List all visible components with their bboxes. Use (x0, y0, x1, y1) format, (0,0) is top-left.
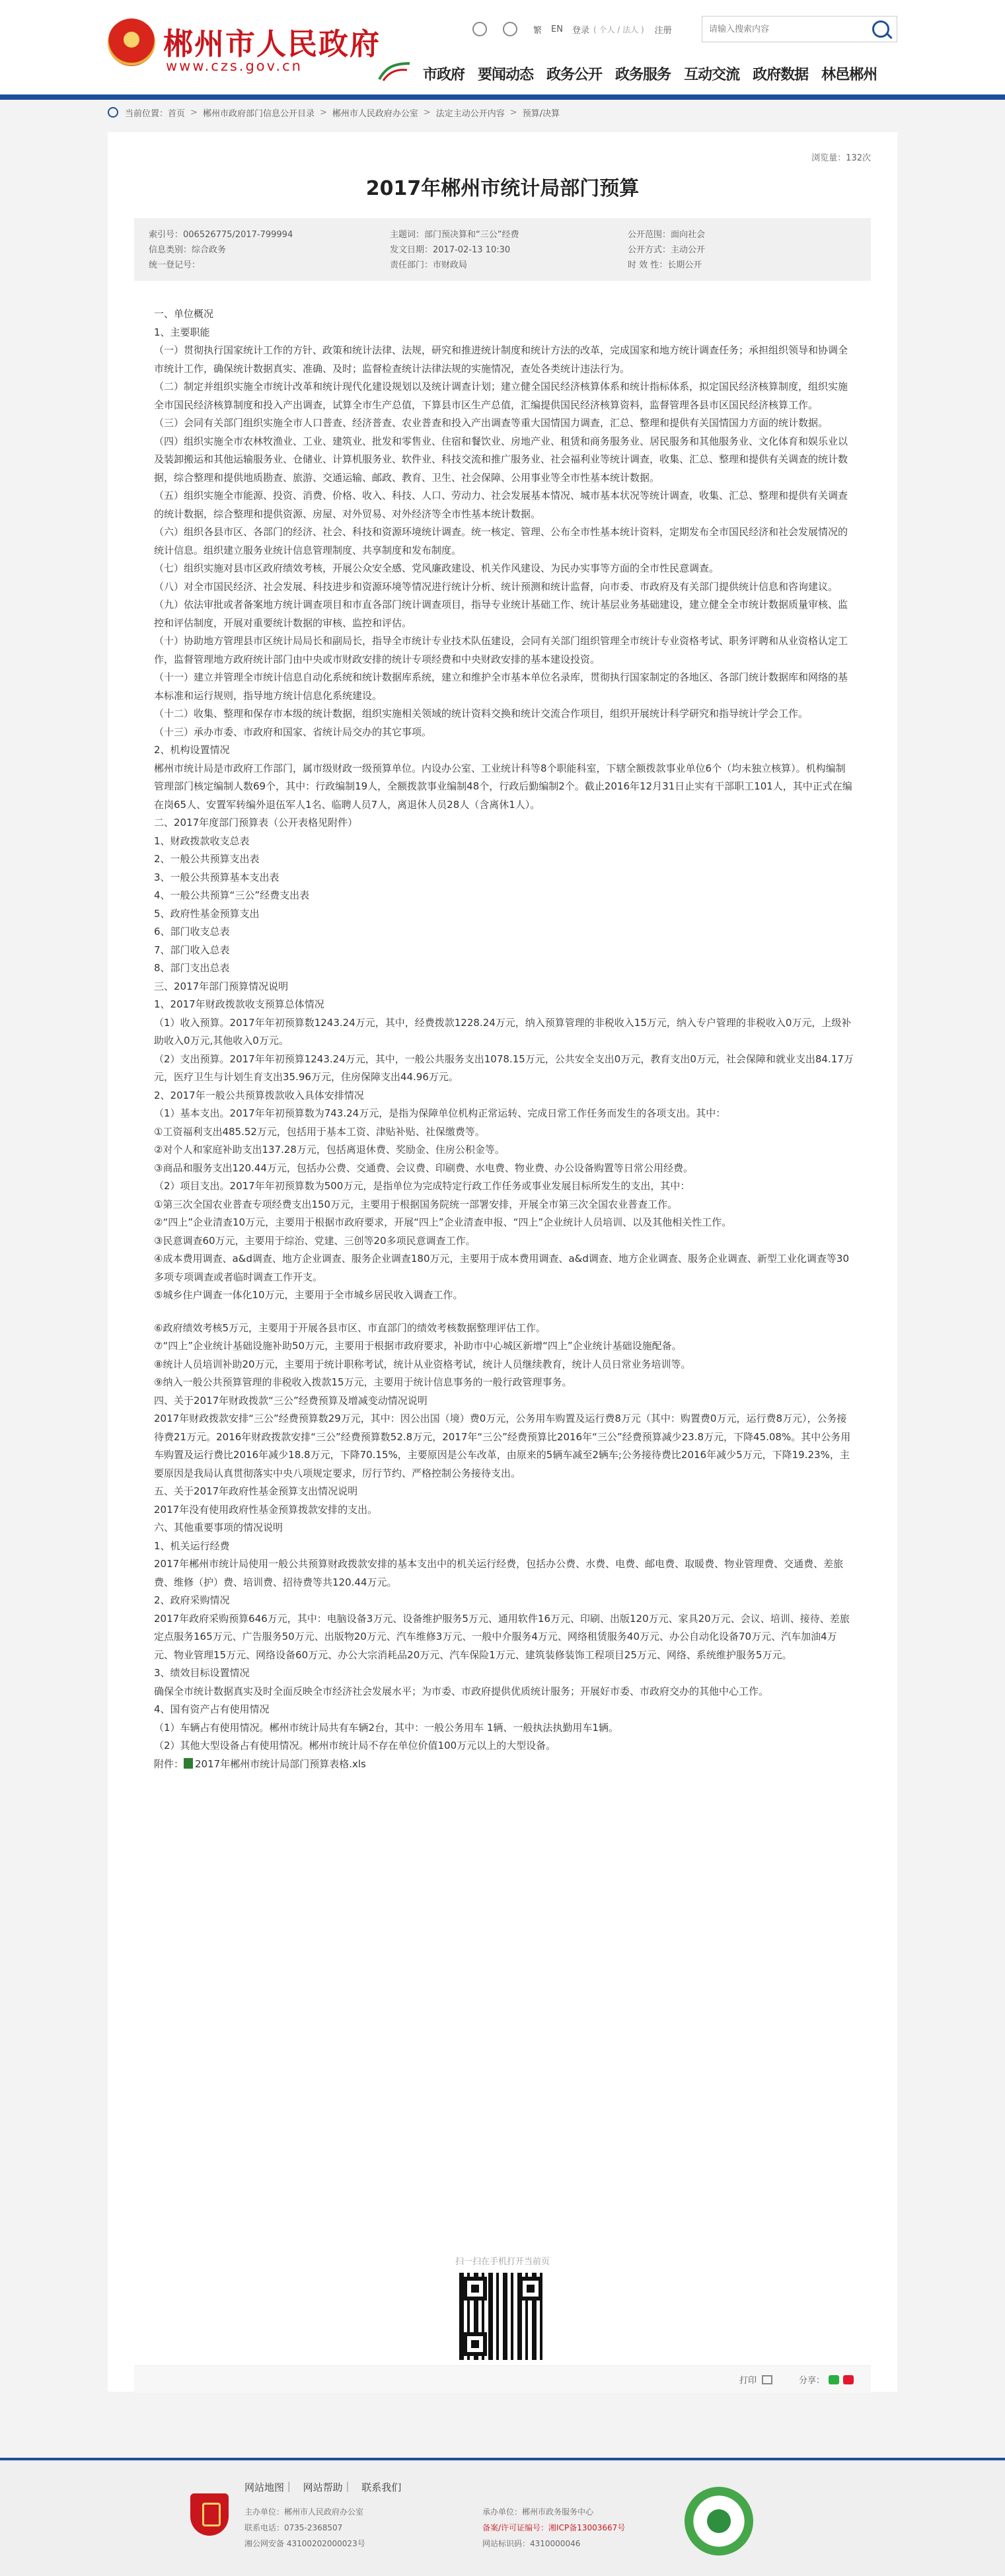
breadcrumb-item[interactable]: 预算/决算 (522, 108, 560, 119)
nav-item-government[interactable]: 市政府 (423, 66, 465, 83)
footer-organizer: 承办单位：郴州市政务服务中心 (482, 2507, 594, 2517)
footer-site-code: 网站标识码：4310000046 (482, 2539, 581, 2548)
paragraph: （四）组织实施全市农林牧渔业、工业、建筑业、批发和零售业、住宿和餐饮业、房地产业、租赁和商务服务业、居民服务和其他服务业、文化体育和娱乐业以及装卸搬运和其他运输服务业、仓储业、计算机服务业、软件业、科技交流和推广服务业、社会福利业等统计调查，收集、汇总、整理和提供有关调查的统计数据，综合整理和提供地质勘查、旅游、交通运输、邮政、教育、卫生、社会保障、公用事业等全市性基本统计数据。 (154, 435, 848, 484)
attachment (154, 1755, 854, 1774)
attachment-label: 附件： (154, 1757, 184, 1770)
nav-item-services[interactable]: 政务服务 (615, 66, 671, 83)
section-heading: 四、关于2017年财政拨款“三公”经费预算及增减变动情况说明 (154, 1394, 428, 1407)
paragraph: （十三）承办市委、市政府和国家、省统计局交办的其它事项。 (154, 725, 432, 738)
subsection-heading: 1、2017年财政拨款收支预算总体情况 (154, 998, 324, 1010)
english-link[interactable]: EN (551, 24, 563, 34)
qr-finder-mark (519, 2277, 542, 2300)
paragraph: 2017年财政拨款安排“三公”经费预算数29万元，其中：因公出国（境）费0万元，公务用车购置及运行费8万元（其中：购置费0万元，运行费8万元），公务接待费21万元。2016年财政拨款安排“三公”经费预算数52.8万元，2017年“三公”经费预算比2016年“三公”经费预算减少23.8万元，下降45.08%。其中公务用车购置及运行费比2016年减少18.8万元，下降70.15%，主要原因是公车改革，由原来的5辆车减至2辆车;公务接待费比2016年减少5万元，下降19.23%，主要原因是我局认真贯彻落实中央八项规定要求，厉行节约、严格控制公务接待支出。 (154, 1413, 851, 1479)
list-item: 1、财政拨款收支总表 (154, 834, 250, 847)
meta-row (149, 241, 856, 256)
main-nav (423, 61, 890, 86)
list-item: ③民意调查60万元，主要用于综治、党建、三创等20多项民意调查工作。 (154, 1234, 476, 1247)
top-toolbar (472, 17, 681, 41)
site-url: www.czs.gov.cn (166, 58, 303, 74)
paragraph: （2）项目支出。2017年年初预算数为500万元，是指单位为完成特定行政工作任务或事业发展目标所发生的支出，其中： (154, 1180, 690, 1192)
share-label: 分享： (798, 2376, 825, 2386)
nav-item-interaction[interactable]: 互动交流 (684, 66, 740, 83)
paragraph: （六）组织各县市区、各部门的经济、社会、科技和资源环境统计调查。统一核定、管理、公布全市性基本统计资料，定期发布全市国民经济和社会发展情况的统计信息。组织建立服务业统计信息管理制度、共享制度和发布制度。 (154, 526, 848, 556)
search-input[interactable] (702, 17, 868, 42)
list-item: 7、部门收入总表 (154, 943, 230, 956)
section-heading: 一、单位概况 (154, 308, 214, 320)
footer-separator: | (342, 2480, 353, 2492)
elderly-mode-icon[interactable] (503, 22, 517, 36)
article-meta (134, 218, 871, 281)
footer-info-row (244, 2520, 720, 2536)
list-item: ②对个人和家庭补助支出137.28万元，包括离退休费、奖励金、住房公积金等。 (154, 1144, 505, 1156)
breadcrumb-separator: > (190, 107, 198, 118)
accessibility-icon[interactable] (472, 22, 487, 36)
search-box (702, 16, 897, 42)
list-item: ⑧统计人员培训补助20万元，主要用于统计职称考试，统计从业资格考试，统计人员继续教育，统计人员日常业务培训等。 (154, 1358, 691, 1370)
paragraph: （十）协助地方管理县市区统计局局长和副局长，指导全市统计专业技术队伍建设，会同有关部门组织管理全市统计专业资格考试、职务评聘和从业资格认定工作，监督管理地方政府统计部门由中央或市财政安排的统计专项经费和中央财政安排的基本建设投资。 (154, 635, 848, 665)
list-item: ③商品和服务支出120.44万元，包括办公费、交通费、会议费、印刷费、水电费、物业费、办公设备购置等日常公用经费。 (154, 1161, 693, 1174)
breadcrumb-item[interactable]: 郴州市政府部门信息公开目录 (202, 108, 315, 119)
paragraph: （2）其他大型设备占有使用情况。郴州市统计局不存在单位价值100万元以上的大型设备。 (154, 1740, 556, 1751)
paragraph: 2017年政府采购预算646万元，其中：电脑设备3万元、设备维护服务5万元、通用软件16万元、印刷、出版120万元、家具20万元、会议、培训、接待、差旅定点服务165万元、广告服务50万元、出版物20万元、汽车维修3万元、一般中介服务4万元、网络租赁服务40万元、办公自动化设备70万元、汽车加油4万元、物业管理15万元、网络设备60万元、办公大宗消耗品20万元、汽车保险1万元、建筑装修装饰工程项目25万元、网络、系统维护服务5万元。 (154, 1612, 850, 1661)
paragraph: 2017年郴州市统计局使用一般公共预算财政拨款安排的基本支出中的机关运行经费，包括办公费、水费、电费、邮电费、取暖费、物业管理费、交通费、差旅费、维修（护）费、培训费、招待费等共120.44万元。 (154, 1558, 844, 1588)
list-item: ⑤城乡住户调查一体化10万元，主要用于全市城乡居民收入调查工作。 (154, 1289, 463, 1301)
meta-index-number: 索引号：006526775/2017-799994 (149, 230, 293, 240)
wechat-share-icon[interactable] (829, 2375, 839, 2384)
section-heading: 三、2017年部门预算情况说明 (154, 980, 289, 992)
share-bar (134, 2365, 871, 2393)
paragraph: （一）贯彻执行国家统计工作的方针、政策和统计法律、法规，研究和推进统计制度和统计方法的改革，完成国家和地方统计调查任务；承担组织领导和协调全市统计工作，确保统计数据真实、准确、及时；监督检查统计法律法规的实施情况，查处各类统计违法行为。 (154, 344, 848, 375)
location-icon (108, 107, 118, 118)
subsection-heading: 2、2017年一般公共预算拨款收入具体安排情况 (154, 1089, 364, 1101)
subsection-heading: 2、机构设置情况 (154, 744, 230, 756)
list-item: ①第三次全国农业普查专项经费支出150万元，主要用于根据国务院统一部署安排，开展全市第三次全国农业普查工作。 (154, 1198, 678, 1210)
footer-info-row (244, 2504, 720, 2520)
meta-validity: 时 效 性：长期公开 (628, 260, 702, 270)
list-item: 5、政府性基金预算支出 (154, 907, 260, 920)
meta-open-mode: 公开方式：主动公开 (628, 245, 706, 255)
nav-item-open-affairs[interactable]: 政务公开 (546, 66, 603, 83)
footer-icp[interactable]: 备案/许可证编号：湘ICP备13003667号 (482, 2523, 626, 2532)
paragraph: （三）会同有关部门组织实施全市人口普查、经济普查、农业普查和投入产出调查等重大国情国力调查，汇总、整理和提供有关国情国力方面的统计数据。 (154, 417, 829, 429)
footer-separator: | (284, 2480, 294, 2492)
breadcrumb-separator: > (319, 107, 327, 118)
list-item: ⑦“四上”企业统计基础设施补助50万元，主要用于根据市政府要求，补助市中心城区新增“四上”企业统计基础设施配备。 (154, 1340, 682, 1352)
list-item: ②“四上”企业清查10万元，主要用于根据市政府要求，开展“四上”企业清查申报、“四上”企业统计人员培训、以及其他相关性工作。 (154, 1216, 732, 1228)
site-name: 郴州市人民政府 (163, 26, 381, 61)
login-link[interactable]: 登录 (572, 25, 589, 36)
meta-scope: 公开范围：面向社会 (628, 230, 706, 240)
subsection-heading: 2、政府采购情况 (154, 1594, 230, 1606)
paragraph: （九）依法审批或者备案地方统计调查项目和市直各部门统计调查项目，指导专业统计基础工作、统计基层业务基础建设，建立健全全市统计数据质量审核、监控和评估制度，开展对重要统计数据的审核、监控和评估。 (154, 599, 848, 629)
paragraph: （五）组织实施全市能源、投资、消费、价格、收入、科技、人口、劳动力、社会发展基本情况、城市基本状况等统计调查，收集、汇总、整理和提供有关调查的统计数据，综合整理和提供资源、房屋、对外贸易、对外经济等全市性基本统计数据。 (154, 490, 848, 520)
excel-file-icon (184, 1758, 193, 1769)
list-item: ⑥政府绩效考核5万元，主要用于开展各县市区、市直部门的绩效考核数据整理评估工作。 (154, 1321, 546, 1334)
list-item: 4、一般公共预算“三公”经费支出表 (154, 889, 310, 901)
paragraph: （七）组织实施对县市区政府绩效考核，开展公众安全感、党风廉政建设、机关作风建设、为民办实事等方面的全市性民意调查。 (154, 562, 720, 574)
footer-info-row (244, 2536, 720, 2552)
meta-category: 信息类别：综合政务 (149, 245, 227, 255)
paragraph: 2017年没有使用政府性基金预算拨款安排的支出。 (154, 1503, 378, 1516)
national-emblem-icon (108, 18, 155, 66)
party-government-badge-icon[interactable] (190, 2493, 229, 2536)
meta-row (149, 226, 856, 241)
list-item: ①工资福利支出485.52万元，包括用于基本工资、津贴补贴、社保缴费等。 (154, 1125, 485, 1138)
paragraph: 郴州市统计局是市政府工作部门，属市级财政一级预算单位。内设办公室、工业统计科等8个职能科室，下辖全额拨款事业单位6个（均未独立核算）。机构编制管理部门核定编制人数69个，其中：行政编制19人，全额拨款事业编制48个，行政后勤编制2个。截止2016年12月31日止实有干部职工101人，其中正式在编在岗65人、安置军转编外退伍军人1名、临聘人员7人，离退休人员28人（含离休1人）。 (154, 762, 852, 811)
site-footer (0, 2458, 1005, 2576)
footer-phone: 联系电话：0735-2368507 (244, 2523, 343, 2532)
meta-subject: 主题词：部门预决算和“三公”经费 (390, 230, 519, 240)
paragraph: （八）对全市国民经济、社会发展、科技进步和资源环境等情况进行统计分析、统计预测和统计监督，向市委、市政府及有关部门提供统计信息和咨询建议。 (154, 580, 838, 593)
footer-links (244, 2480, 401, 2494)
breadcrumb (108, 103, 560, 122)
register-link[interactable]: 注册 (654, 25, 672, 36)
section-heading: 六、其他重要事项的情况说明 (154, 1522, 283, 1533)
footer-link-sitemap[interactable]: 网站地图 (244, 2482, 285, 2493)
meta-registration-number: 统一登记号： (149, 260, 201, 270)
view-count: 浏览量：132次 (811, 153, 871, 163)
breadcrumb-prefix: 当前位置： (125, 108, 168, 119)
header-divider (0, 94, 1005, 100)
paragraph: （二）制定并组织实施全市统计改革和统计现代化建设规划以及统计调查计划；建立健全国民经济核算体系和统计指标体系，拟定国民经济核算制度，组织实施全市国民经济核算制度和投入产出调查，试算全市生产总值，下算县市区生产总值，汇编提供国民经济核算资料，监督管理各县市区国民经济核算工作。 (154, 381, 848, 411)
footer-link-contact[interactable]: 联系我们 (361, 2482, 402, 2493)
paragraph: （1）车辆占有使用情况。郴州市统计局共有车辆2台，其中：一般公务用车 1辆、一般执法执勤用车1辆。 (154, 1721, 618, 1734)
weibo-share-icon[interactable] (843, 2375, 854, 2384)
gov-website-check-badge-icon[interactable] (685, 2487, 753, 2556)
search-icon[interactable] (872, 20, 889, 38)
qr-code-icon (459, 2273, 546, 2360)
subsection-heading: 1、机关运行经费 (154, 1539, 230, 1552)
nav-decoration-icon (377, 61, 412, 82)
article-card (108, 132, 897, 2392)
paragraph: （十一）建立并管理全市统计信息自动化系统和统计数据库系统，建立和维护全市基本单位名录库，贯彻执行国家制定的各地区、各部门统计数据库和网络的基本标准和运行规则，指导地方统计信息化系统建设。 (154, 671, 848, 702)
footer-link-help[interactable]: 网站帮助 (303, 2482, 343, 2493)
paragraph: （2）支出预算。2017年年初预算1243.24万元，其中，一般公共服务支出1078.15万元，公共安全支出0万元，教育支出0万元，社会保障和就业支出84.17万元，医疗卫生与计划生育支出35.96万元，住房保障支出44.96万元。 (154, 1052, 854, 1083)
footer-police-record[interactable]: 湘公网安备 43100202000023号 (244, 2539, 365, 2548)
qr-caption: 扫一扫在手机打开当前页 (455, 2257, 550, 2267)
nav-item-news[interactable]: 要闻动态 (478, 66, 534, 83)
paragraph: 确保全市统计数据真实及时全面反映全市经济社会发展水平；为市委、市政府提供优质统计服务；开展好市委、市政府交办的其他中心工作。 (154, 1685, 769, 1697)
list-item: 8、部门支出总表 (154, 962, 230, 974)
breadcrumb-item[interactable]: 郴州市人民政府办公室 (332, 108, 418, 119)
subsection-heading: 4、国有资产占有使用情况 (154, 1703, 270, 1715)
footer-info (244, 2504, 720, 2552)
nav-item-data[interactable]: 政府数据 (753, 66, 809, 83)
breadcrumb-home[interactable]: 首页 (168, 108, 186, 119)
breadcrumb-separator: > (509, 107, 517, 118)
meta-row (149, 256, 856, 272)
meta-department: 责任部门：市财政局 (390, 260, 468, 270)
list-item: 2、一般公共预算支出表 (154, 853, 260, 865)
list-item: 3、一般公共预算基本支出表 (154, 871, 279, 883)
meta-date: 发文日期：2017-02-13 10:30 (390, 245, 511, 255)
paragraph: （1）收入预算。2017年年初预算数1243.24万元，其中，经费拨款1228.24万元，纳入预算管理的非税收入15万元，纳入专户管理的非税收入0万元，上级补助收入0万元,其他收入0万元。 (154, 1016, 852, 1047)
breadcrumb-item[interactable]: 法定主动公开内容 (435, 108, 505, 119)
list-item: ④成本费用调查、a&d调查、地方企业调查、服务企业调查180万元，主要用于成本费用调查、a&d调查、地方企业调查、服务企业调查、新型工业化调查等30多项专项调查或者临时调查工作开支。 (154, 1253, 849, 1283)
site-logo[interactable] (108, 17, 381, 74)
traditional-chinese-link[interactable]: 繁 (533, 25, 542, 36)
login-hint: ( 个人 / 法人 ) (593, 24, 644, 34)
list-item: ⑨纳入一般公共预算管理的非税收入拨款15万元，主要用于统计信息事务的一般行政管理事务。 (154, 1376, 572, 1388)
print-button[interactable]: 打印 (739, 2376, 757, 2386)
footer-host: 主办单位：郴州市人民政府办公室 (244, 2507, 364, 2517)
section-heading: 五、关于2017年政府性基金预算支出情况说明 (154, 1485, 358, 1497)
breadcrumb-separator: > (423, 107, 431, 118)
article-body (154, 305, 854, 1773)
list-item: 6、部门收支总表 (154, 926, 230, 938)
site-header (0, 0, 1005, 94)
attachment-link[interactable]: 2017年郴州市统计局部门预算表格.xls (195, 1757, 366, 1770)
subsection-heading: 3、绩效目标设置情况 (154, 1667, 250, 1679)
print-icon[interactable] (762, 2375, 772, 2384)
page-title: 2017年郴州市统计局部门预算 (365, 177, 640, 200)
paragraph: （1）基本支出。2017年年初预算数为743.24万元，是指为保障单位机构正常运转、完成日常工作任务而发生的各项支出。其中： (154, 1107, 726, 1119)
paragraph: （十二）收集、整理和保存市本级的统计数据，组织实施相关领域的统计资料交换和统计交流合作项目，组织开展统计科学研究和指导统计学会工作。 (154, 708, 809, 719)
qr-finder-mark (463, 2277, 487, 2300)
subsection-heading: 1、主要职能 (154, 326, 210, 338)
nav-item-linyi-chenzhou[interactable]: 林邑郴州 (821, 66, 877, 83)
section-heading: 二、2017年度部门预算表（公开表格见附件） (154, 817, 358, 828)
qr-finder-mark (463, 2332, 487, 2356)
